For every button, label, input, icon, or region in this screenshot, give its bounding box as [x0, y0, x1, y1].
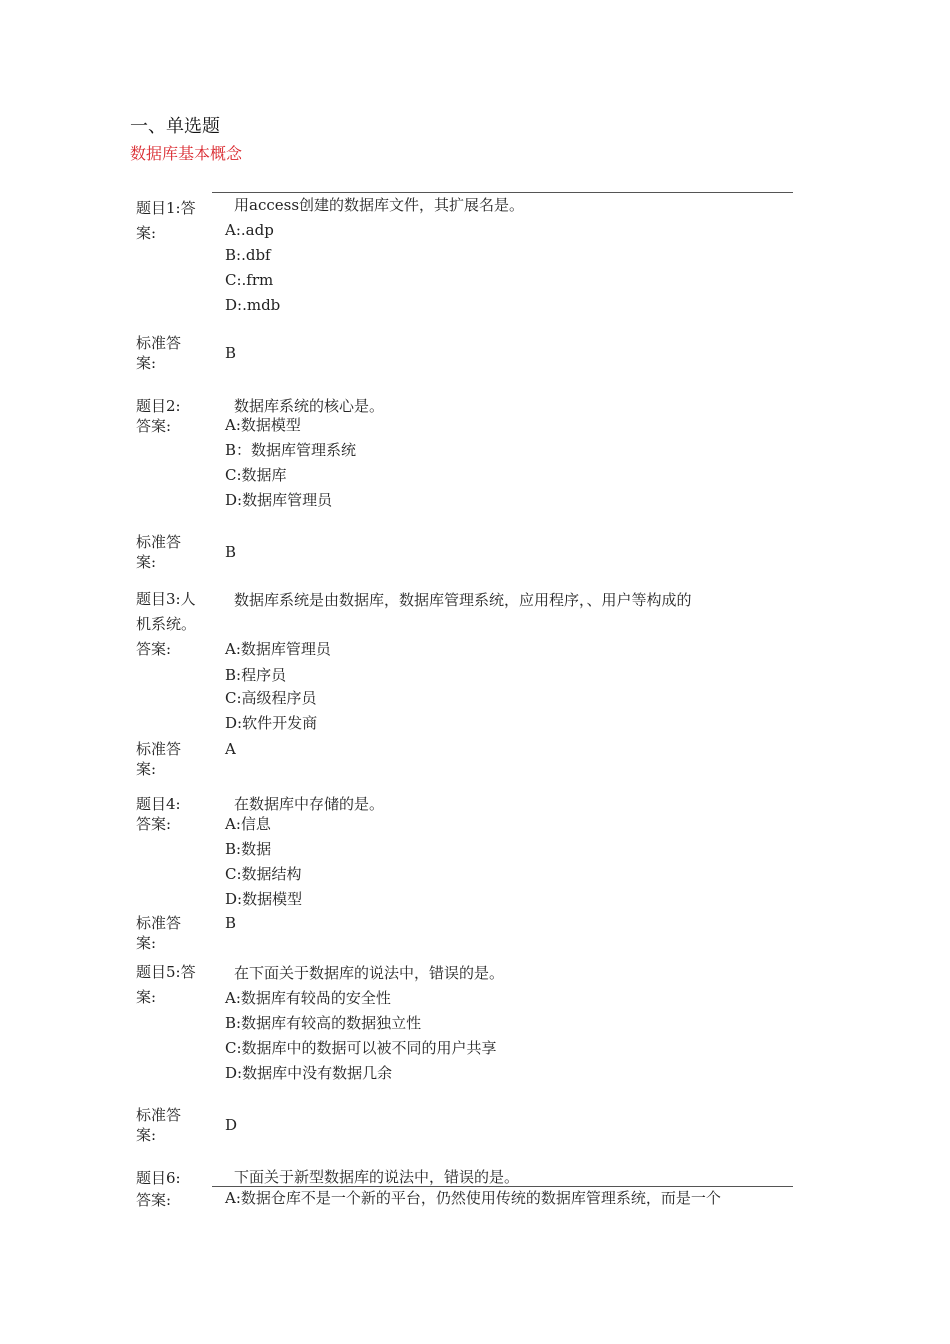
option-d: D:数据库管理员 [225, 491, 333, 509]
top-rule [212, 192, 793, 193]
question-label: 答案: [136, 815, 172, 833]
question-label: 题目4: [136, 795, 181, 813]
answer-label: 案: [136, 934, 157, 952]
answer-label: 案: [136, 553, 157, 571]
answer-label: 标准答 [136, 533, 182, 551]
option-d: D:数据库中没有数据几余 [225, 1064, 393, 1082]
question-label: 案: [136, 988, 157, 1006]
answer-label: 案: [136, 760, 157, 778]
option-b: B:.dbf [225, 246, 271, 264]
option-c: C:高级程序员 [225, 689, 317, 707]
option-c: C:数据结构 [225, 865, 302, 883]
option-c: C:数据库 [225, 466, 287, 484]
question-label: 答案: [136, 1191, 172, 1209]
option-a: A:数据库管理员 [225, 640, 331, 658]
option-a: A:数据库有较咼的安全性 [225, 989, 391, 1007]
question-text: 用access创建的数据库文件，其扩展名是。 [234, 196, 525, 214]
option-a: A:信息 [225, 815, 271, 833]
question-label: 答案: [136, 640, 172, 658]
option-c: C:数据库中的数据可以被不同的用户共享 [225, 1039, 497, 1057]
answer-value: B [225, 543, 237, 561]
answer-value: B [225, 914, 237, 932]
answer-label: 标准答 [136, 334, 182, 352]
answer-label: 标准答 [136, 740, 182, 758]
answer-value: B [225, 344, 237, 362]
question-text: 数据库系统是由数据库，数据库管理系统，应用程序，、用户等构成的 [234, 591, 692, 609]
section-title: 一、单选题 [130, 116, 220, 137]
option-a: A:.adp [225, 221, 274, 239]
option-b: B:程序员 [225, 666, 287, 684]
option-b: B:数据库有较高的数据独立性 [225, 1014, 422, 1032]
question-label: 题目2: [136, 397, 181, 415]
option-b: B：数据库管理系统 [225, 441, 357, 459]
answer-label: 标准答 [136, 914, 182, 932]
question-label: 机系统。 [136, 615, 197, 633]
option-d: D:数据模型 [225, 890, 303, 908]
answer-value: A [225, 740, 236, 758]
answer-label: 案: [136, 1126, 157, 1144]
question-text: 数据库系统的核心是。 [234, 397, 385, 415]
question-text: 在下面关于数据库的说法中，错误的是。 [234, 964, 505, 982]
question-text: 下面关于新型数据库的说法中，错误的是。 [234, 1168, 520, 1186]
question-label: 题目6: [136, 1169, 181, 1187]
question-label: 题目1:答 [136, 199, 196, 217]
question-label: 题目3:人 [136, 590, 196, 608]
answer-label: 标准答 [136, 1106, 182, 1124]
answer-value: D [225, 1116, 238, 1134]
bottom-rule [212, 1186, 793, 1187]
option-c: C:.frm [225, 271, 274, 289]
option-b: B:数据 [225, 840, 272, 858]
option-d: D:软件开发商 [225, 714, 318, 732]
option-a: A:数据模型 [225, 416, 301, 434]
option-d: D:.mdb [225, 296, 281, 314]
question-label: 答案: [136, 417, 172, 435]
question-label: 案: [136, 224, 157, 242]
answer-label: 案: [136, 354, 157, 372]
question-text: 在数据库中存储的是。 [234, 795, 385, 813]
option-a: A:数据仓库不是一个新的平台，仍然使用传统的数据库管理系统，而是一个 [225, 1189, 721, 1207]
question-label: 题目5:答 [136, 963, 196, 981]
category-title: 数据库基本概念 [130, 144, 243, 163]
